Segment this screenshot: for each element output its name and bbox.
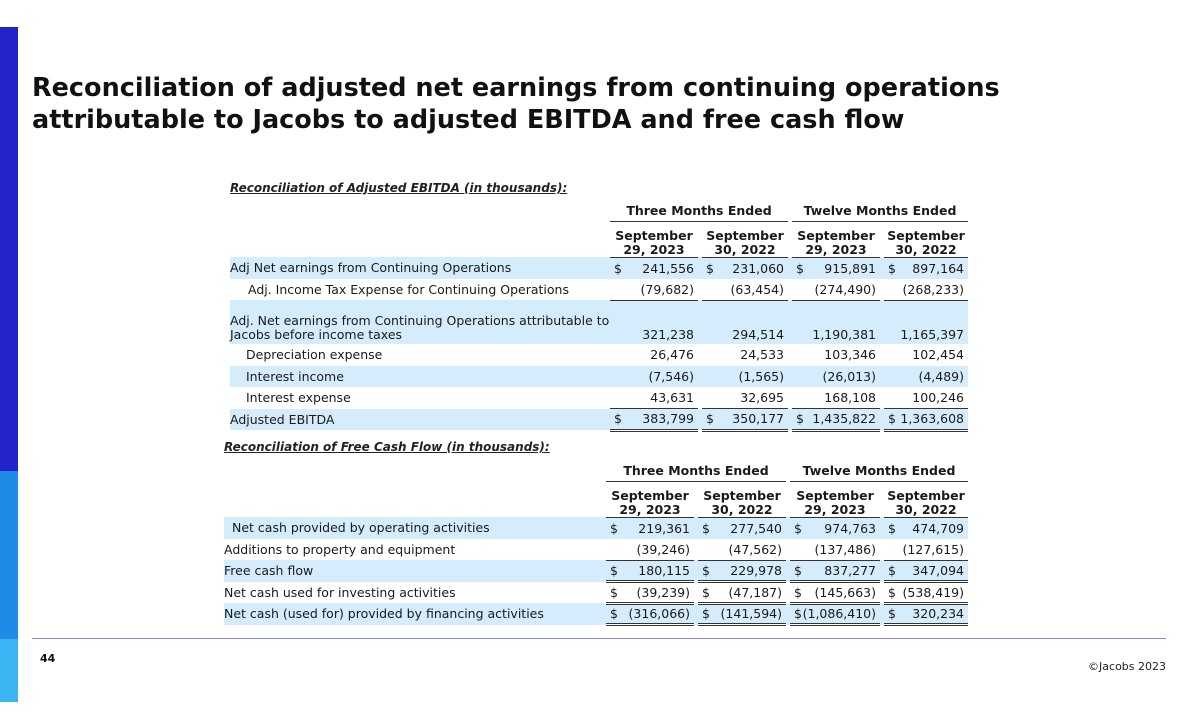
value-cell: 241,556 — [642, 260, 694, 276]
value-cell: 100,246 — [912, 390, 964, 405]
value-cell: (79,682) — [640, 281, 694, 297]
fcf-section-title: Reconciliation of Free Cash Flow (in thousands): — [224, 440, 550, 454]
fcf-col-header-1: September 29, 2023 — [606, 481, 694, 517]
value-cell: (145,663) — [814, 584, 876, 600]
row-label: Net cash used for investing activities — [224, 584, 456, 600]
value-cell: (316,066) — [628, 606, 690, 622]
row-label: Interest income — [230, 366, 610, 388]
currency-symbol: $ — [706, 260, 714, 276]
value-cell: 320,234 — [912, 606, 964, 622]
value-cell: 1,190,381 — [812, 327, 876, 342]
value-cell: 24,533 — [740, 347, 784, 363]
value-cell: 1,165,397 — [900, 327, 964, 342]
value-cell: (538,419) — [902, 584, 964, 600]
row-label: Interest expense — [246, 390, 351, 406]
currency-symbol: $ — [706, 411, 714, 427]
value-cell: 347,094 — [912, 562, 964, 578]
ebitda-section-title: Reconciliation of Adjusted EBITDA (in thousands): — [230, 181, 568, 195]
value-cell: 1,435,822 — [812, 411, 876, 427]
currency-symbol: $ — [702, 606, 710, 622]
value-cell: (63,454) — [730, 281, 784, 297]
table-row — [230, 279, 968, 301]
value-cell: 231,060 — [732, 260, 784, 276]
currency-symbol: $ — [796, 260, 804, 276]
row-label: Adj. Income Tax Expense for Continuing Operations — [248, 281, 569, 297]
value-cell: 350,177 — [732, 411, 784, 427]
fcf-table — [224, 460, 968, 626]
accent-stripe-middle — [0, 471, 18, 639]
value-cell: 277,540 — [730, 520, 782, 536]
ebitda-table — [230, 200, 968, 432]
row-label: Adj. Net earnings from Continuing Operations attributable to Jacobs before income taxes — [230, 300, 610, 344]
currency-symbol: $ — [888, 411, 896, 427]
row-label: Net cash (used for) provided by financing activities — [224, 603, 606, 625]
fcf-col-header-4: September 30, 2022 — [884, 481, 968, 517]
row-label: Adjusted EBITDA — [230, 409, 610, 431]
currency-symbol: $ — [610, 606, 618, 622]
value-cell: 26,476 — [650, 347, 694, 363]
table-row — [230, 344, 968, 366]
currency-symbol: $ — [888, 520, 896, 536]
table-row — [224, 517, 968, 539]
row-label: Additions to property and equipment — [224, 541, 456, 557]
table-row — [224, 560, 968, 582]
page-number: 44 — [40, 652, 56, 665]
ebitda-col-header-2: September 30, 2022 — [702, 221, 788, 257]
currency-symbol: $ — [702, 562, 710, 578]
table-row — [224, 539, 968, 561]
fcf-col-header-3: September 29, 2023 — [790, 481, 880, 517]
row-label: Net cash provided by operating activities — [224, 517, 606, 539]
ebitda-col-header-1: September 29, 2023 — [610, 221, 698, 257]
value-cell: 474,709 — [912, 520, 964, 536]
table-row — [224, 603, 968, 625]
currency-symbol: $ — [610, 562, 618, 578]
value-cell: (1,565) — [738, 368, 784, 384]
value-cell: (141,594) — [720, 606, 782, 622]
ebitda-group-three-months: Three Months Ended — [610, 200, 788, 221]
value-cell: 383,799 — [642, 411, 694, 427]
accent-stripe-top — [0, 27, 18, 471]
row-label: Free cash flow — [224, 560, 606, 582]
table-row — [230, 387, 968, 409]
value-cell: (26,013) — [822, 368, 876, 384]
currency-symbol: $ — [888, 584, 896, 600]
value-cell: 974,763 — [824, 520, 876, 536]
ebitda-col-header-4: September 30, 2022 — [884, 221, 968, 257]
value-cell: 43,631 — [650, 390, 694, 405]
value-cell: (4,489) — [918, 368, 964, 384]
row-label: Adj Net earnings from Continuing Operations — [230, 257, 610, 279]
value-cell: 1,363,608 — [900, 411, 964, 427]
currency-symbol: $ — [794, 606, 802, 622]
ebitda-col-header-3: September 29, 2023 — [792, 221, 880, 257]
value-cell: (137,486) — [814, 541, 876, 557]
ebitda-group-twelve-months: Twelve Months Ended — [792, 200, 968, 221]
value-cell: 32,695 — [740, 390, 784, 405]
value-cell: 229,978 — [730, 562, 782, 578]
currency-symbol: $ — [796, 411, 804, 427]
value-cell: (127,615) — [902, 541, 964, 557]
fcf-group-three-months: Three Months Ended — [606, 460, 786, 481]
currency-symbol: $ — [794, 520, 802, 536]
value-cell: 168,108 — [824, 390, 876, 405]
value-cell: (47,562) — [728, 541, 782, 557]
currency-symbol: $ — [702, 520, 710, 536]
value-cell: (47,187) — [728, 584, 782, 600]
value-cell: 837,277 — [824, 562, 876, 578]
currency-symbol: $ — [888, 260, 896, 276]
row-label: Depreciation expense — [246, 347, 383, 363]
currency-symbol: $ — [610, 520, 618, 536]
value-cell: (1,086,410) — [802, 606, 876, 622]
value-cell: 103,346 — [824, 347, 876, 363]
fcf-col-header-2: September 30, 2022 — [698, 481, 786, 517]
value-cell: 897,164 — [912, 260, 964, 276]
currency-symbol: $ — [614, 260, 622, 276]
table-row — [230, 409, 968, 431]
table-row — [230, 300, 968, 344]
value-cell: (39,246) — [636, 541, 690, 557]
slide-title: Reconciliation of adjusted net earnings from continuing operations attributable to Jacobs to adjusted EBITDA and free cash flow — [32, 73, 1000, 135]
currency-symbol: $ — [888, 606, 896, 622]
value-cell: 102,454 — [912, 347, 964, 363]
currency-symbol: $ — [614, 411, 622, 427]
value-cell: 915,891 — [824, 260, 876, 276]
table-row — [224, 582, 968, 604]
fcf-group-twelve-months: Twelve Months Ended — [790, 460, 968, 481]
value-cell: 219,361 — [638, 520, 690, 536]
value-cell: (274,490) — [814, 281, 876, 297]
footer-divider — [32, 638, 1166, 639]
value-cell: 180,115 — [638, 562, 690, 578]
accent-stripe-bottom — [0, 639, 18, 702]
value-cell: (39,239) — [636, 584, 690, 600]
table-row — [230, 257, 968, 279]
table-row — [230, 366, 968, 388]
value-cell: (268,233) — [902, 281, 964, 297]
value-cell: (7,546) — [648, 368, 694, 384]
currency-symbol: $ — [610, 584, 618, 600]
value-cell: 294,514 — [732, 327, 784, 342]
currency-symbol: $ — [888, 562, 896, 578]
currency-symbol: $ — [794, 562, 802, 578]
copyright-notice: ©Jacobs 2023 — [1088, 660, 1166, 673]
value-cell: 321,238 — [642, 327, 694, 342]
currency-symbol: $ — [794, 584, 802, 600]
currency-symbol: $ — [702, 584, 710, 600]
